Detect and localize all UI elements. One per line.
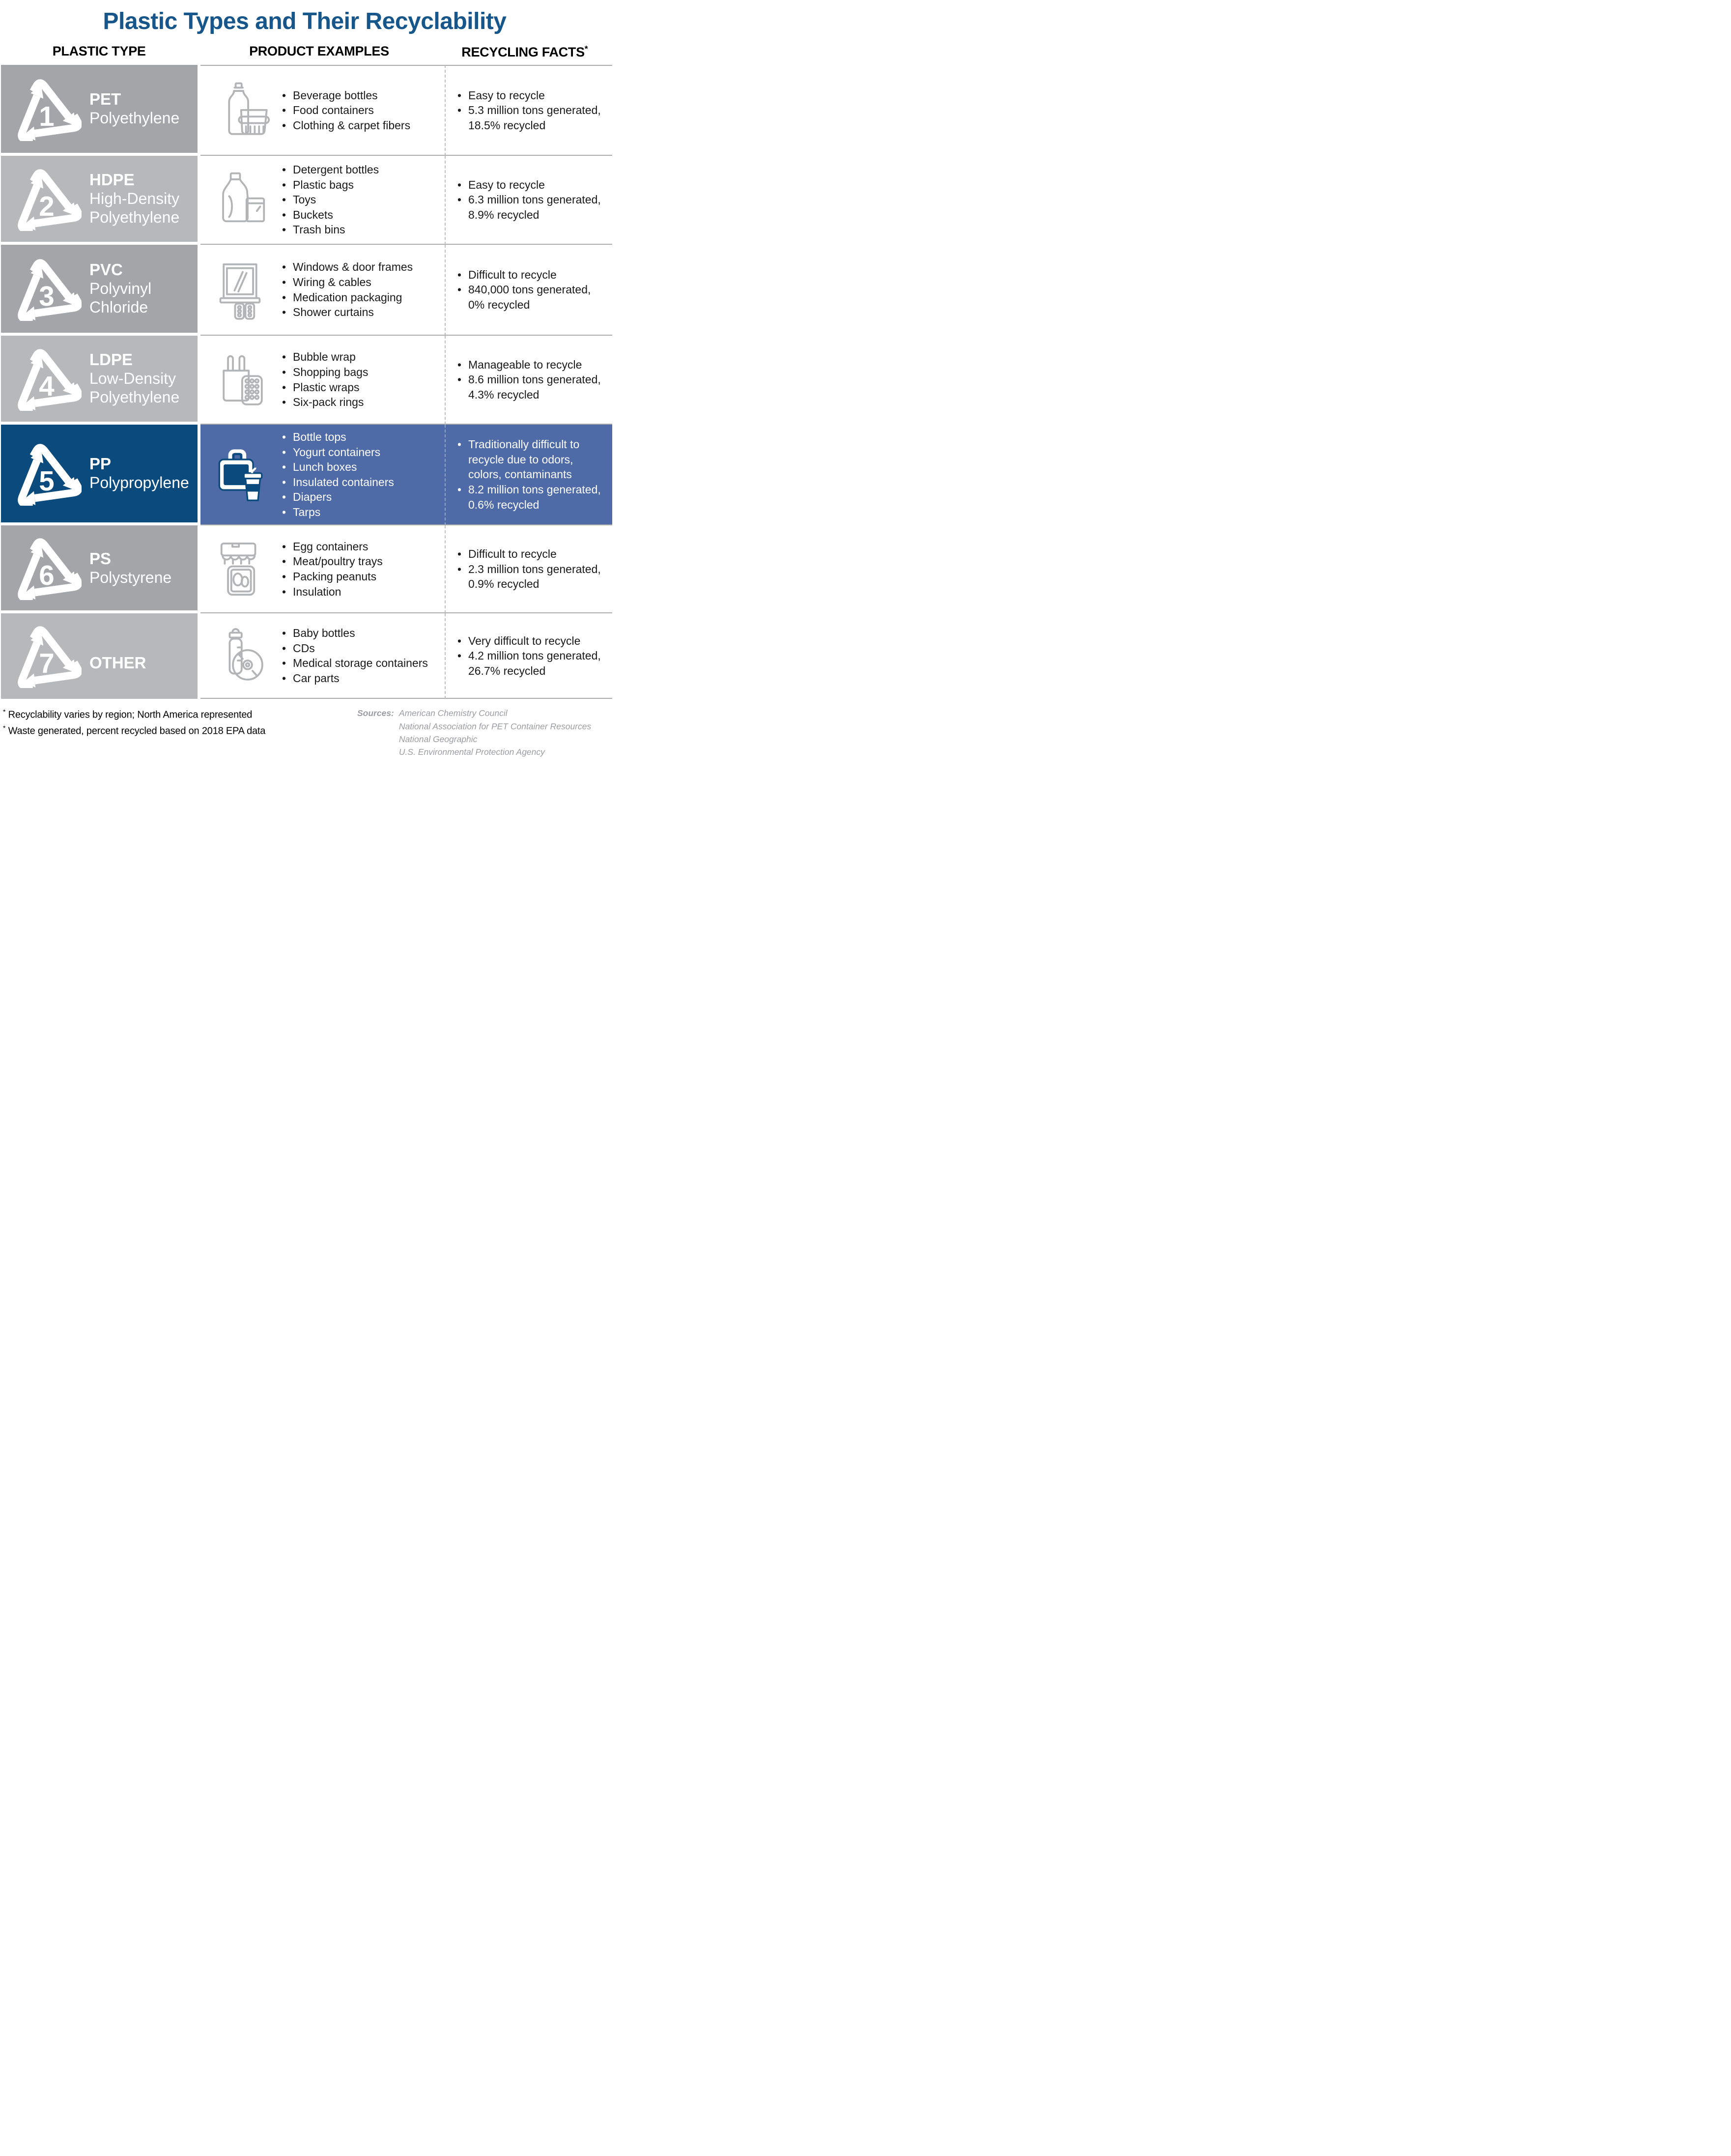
example-item: • Shower curtains	[280, 305, 442, 320]
plastic-type-label	[89, 171, 179, 227]
example-item: • Egg containers	[280, 539, 442, 554]
example-item: • Plastic wraps	[280, 380, 442, 395]
sources	[357, 707, 605, 758]
plastic-type-cell	[1, 613, 198, 699]
example-item: • Packing peanuts	[280, 569, 442, 584]
source-item: National Association for PET Container Resources	[398, 721, 592, 731]
shopping-bag-bubble-wrap-icon	[205, 350, 280, 410]
recycling-symbol-icon	[12, 347, 82, 411]
recycling-facts-list	[455, 357, 608, 402]
egg-carton-meat-tray-icon	[205, 539, 280, 599]
plastic-code: PVC	[89, 260, 123, 279]
baby-bottle-cd-icon	[205, 626, 280, 686]
fact-item: • 5.3 million tons generated, 18.5% recycled	[455, 103, 608, 133]
example-item: • Medical storage containers	[280, 656, 442, 671]
product-examples-list	[280, 430, 442, 519]
plastic-type-cell	[1, 425, 198, 525]
detergent-bottle-plastic-bag-icon	[205, 170, 280, 230]
recycling-facts-cell	[445, 156, 612, 245]
product-examples-list	[280, 88, 442, 133]
product-examples-cell	[200, 245, 445, 336]
footnote-line	[3, 723, 357, 739]
table-row-hdpe	[1, 156, 608, 245]
recycling-symbol-icon	[12, 77, 82, 141]
recycling-facts-list	[455, 437, 608, 512]
example-item: • Bottle tops	[280, 430, 442, 445]
table-row-pvc	[1, 245, 608, 336]
plastic-type-label	[89, 350, 179, 406]
plastic-code: PET	[89, 90, 121, 109]
svg-text:3: 3	[39, 280, 55, 312]
table-row-ldpe	[1, 336, 608, 425]
product-examples-cell	[200, 65, 445, 156]
product-examples-cell	[200, 425, 445, 525]
fact-item: • Easy to recycle	[455, 88, 608, 103]
page-title: Plastic Types and Their Recyclability	[103, 8, 507, 34]
footer	[1, 707, 608, 758]
plastic-name: Polystyrene	[89, 568, 172, 586]
plastic-type-cell	[1, 156, 198, 245]
recycling-symbol-icon	[12, 536, 82, 600]
example-item: • Meat/poultry trays	[280, 554, 442, 569]
plastic-type-cell	[1, 336, 198, 425]
lunch-box-cup-icon	[205, 445, 280, 505]
example-item: • Toys	[280, 192, 442, 207]
sources-list	[399, 707, 591, 758]
svg-text:2: 2	[39, 190, 55, 222]
footnotes	[3, 707, 357, 758]
svg-text:4: 4	[39, 370, 55, 402]
table-row-ps	[1, 525, 608, 613]
recycling-symbol-icon	[12, 624, 82, 688]
source-item: U.S. Environmental Protection Agency	[398, 747, 545, 757]
product-examples-cell	[200, 156, 445, 245]
example-item: • Buckets	[280, 207, 442, 223]
plastic-type-cell	[1, 245, 198, 336]
footnote-asterisk: *	[3, 724, 6, 732]
recycling-facts-cell	[445, 336, 612, 425]
plastic-code: PP	[89, 455, 112, 473]
recycling-facts-cell	[445, 65, 612, 156]
infographic-page	[0, 0, 609, 763]
example-item: • Wiring & cables	[280, 275, 442, 290]
svg-text:6: 6	[39, 559, 55, 591]
window-blister-pack-icon	[205, 260, 280, 320]
example-item: • Diapers	[280, 489, 442, 505]
recycling-symbol-icon	[12, 167, 82, 231]
fact-item: • Traditionally difficult to recycle due to odors, colors, contaminants	[455, 437, 608, 482]
example-item: • Tarps	[280, 505, 442, 520]
plastic-type-label	[89, 455, 189, 492]
svg-text:5: 5	[39, 465, 55, 496]
fact-item: • Easy to recycle	[455, 177, 608, 193]
example-item: • Windows & door frames	[280, 259, 442, 275]
svg-text:1: 1	[39, 100, 55, 132]
svg-text:7: 7	[39, 648, 55, 679]
plastic-code: LDPE	[89, 350, 133, 369]
recycling-symbol-icon	[12, 442, 82, 506]
header-recycling-facts	[441, 44, 608, 60]
header-plastic-type: PLASTIC TYPE	[52, 44, 146, 58]
header-product-examples: PRODUCT EXAMPLES	[249, 44, 389, 58]
recycling-facts-list	[455, 267, 608, 313]
fact-item: • 4.2 million tons generated, 26.7% recycled	[455, 648, 608, 678]
plastic-type-label	[89, 90, 179, 128]
example-item: • Clothing & carpet fibers	[280, 118, 442, 133]
example-item: • Insulation	[280, 584, 442, 600]
plastic-type-label	[89, 549, 171, 587]
footnote-asterisk: *	[3, 708, 6, 716]
recycling-symbol-icon	[12, 257, 82, 321]
example-item: • Shopping bags	[280, 365, 442, 380]
example-item: • Lunch boxes	[280, 460, 442, 475]
example-item: • Six-pack rings	[280, 395, 442, 410]
plastic-code: PS	[89, 549, 112, 568]
product-examples-cell	[200, 525, 445, 613]
example-item: • Plastic bags	[280, 177, 442, 193]
column-headers	[1, 44, 608, 60]
plastic-type-label	[89, 654, 146, 673]
example-item: • Trash bins	[280, 222, 442, 237]
fact-item: • 2.3 million tons generated, 0.9% recycled	[455, 562, 608, 592]
recycling-facts-cell	[445, 525, 612, 613]
table-row-pet	[1, 65, 608, 156]
example-item: • Food containers	[280, 103, 442, 118]
fact-item: • Difficult to recycle	[455, 267, 608, 283]
example-item: • Beverage bottles	[280, 88, 442, 103]
recycling-facts-cell	[445, 613, 612, 699]
example-item: • Insulated containers	[280, 475, 442, 490]
product-examples-cell	[200, 336, 445, 425]
fact-item: • 8.2 million tons generated, 0.6% recycled	[455, 482, 608, 512]
recycling-facts-list	[455, 546, 608, 592]
plastic-code: OTHER	[89, 654, 146, 672]
example-item: • Baby bottles	[280, 626, 442, 641]
product-examples-list	[280, 626, 442, 686]
plastic-type-cell	[1, 525, 198, 613]
recycling-facts-cell	[445, 425, 612, 525]
example-item: • CDs	[280, 641, 442, 656]
plastic-code: HDPE	[89, 171, 135, 189]
example-item: • Medication packaging	[280, 290, 442, 305]
plastic-type-cell	[1, 65, 198, 156]
product-examples-list	[280, 259, 442, 319]
table-row-other	[1, 613, 608, 699]
example-item: • Yogurt containers	[280, 445, 442, 460]
plastics-table	[1, 65, 608, 699]
plastic-name: High-Density Polyethylene	[89, 190, 180, 226]
example-item: • Detergent bottles	[280, 162, 442, 177]
recycling-facts-cell	[445, 245, 612, 336]
fact-item: • 8.6 million tons generated, 4.3% recycled	[455, 372, 608, 402]
sources-label: Sources:	[357, 708, 394, 719]
recycling-facts-list	[455, 177, 608, 223]
header-recycling-facts-label: RECYCLING FACTS	[461, 45, 585, 59]
plastic-name: Polyethylene	[89, 109, 180, 127]
facts-asterisk: *	[584, 44, 588, 54]
footnote-line	[3, 707, 357, 723]
footnote-text: Waste generated, percent recycled based on 2018 EPA data	[8, 725, 266, 737]
plastic-type-label	[89, 260, 151, 316]
fact-item: • 6.3 million tons generated, 8.9% recycled	[455, 192, 608, 222]
example-item: • Bubble wrap	[280, 349, 442, 365]
recycling-facts-list	[455, 633, 608, 679]
source-item: American Chemistry Council	[398, 708, 508, 719]
fact-item: • Manageable to recycle	[455, 357, 608, 373]
plastic-name: Low-Density Polyethylene	[89, 370, 180, 406]
table-row-pp	[1, 425, 608, 525]
example-item: • Car parts	[280, 671, 442, 686]
fact-item: • 840,000 tons generated, 0% recycled	[455, 282, 608, 312]
fact-item: • Very difficult to recycle	[455, 633, 608, 649]
plastic-name: Polyvinyl Chloride	[89, 280, 152, 316]
fact-item: • Difficult to recycle	[455, 546, 608, 562]
product-examples-list	[280, 162, 442, 237]
beverage-bottle-food-container-icon	[205, 81, 280, 141]
footnote-text: Recyclability varies by region; North America represented	[8, 710, 253, 721]
plastic-name: Polypropylene	[89, 474, 189, 492]
source-item: National Geographic	[398, 734, 478, 744]
product-examples-list	[280, 539, 442, 599]
recycling-facts-list	[455, 88, 608, 133]
product-examples-cell	[200, 613, 445, 699]
product-examples-list	[280, 349, 442, 409]
